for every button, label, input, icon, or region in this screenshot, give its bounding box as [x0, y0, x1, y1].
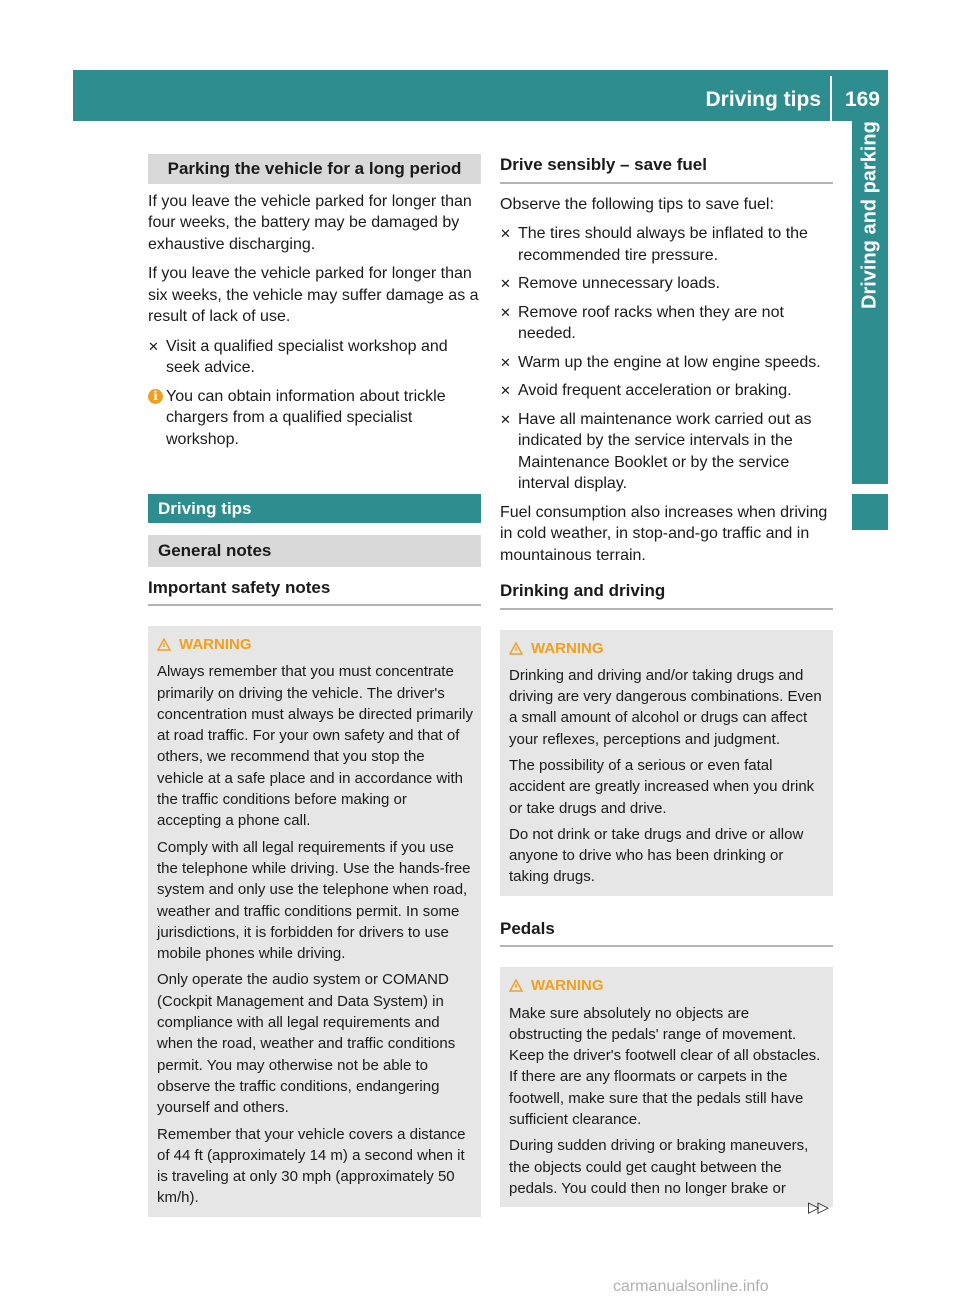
- warning-title: [509, 975, 825, 996]
- warning-label: WARNING: [179, 636, 252, 653]
- side-tab: [852, 121, 888, 484]
- fuel-step: [500, 352, 833, 374]
- step-arrow-icon: ✕: [500, 276, 511, 291]
- fuel-outro: Fuel consumption also increases when driving in cold weather, in stop-and-go traffic and in mountainous terrain.: [500, 503, 828, 564]
- fuel-step-text: Have all maintenance work carried out as indicated by the service intervals in the Maintenance Booklet or by the service interval display.: [518, 410, 812, 492]
- general-notes-title: General notes: [148, 535, 481, 567]
- fuel-step-text: The tires should always be inflated to the recommended tire pressure.: [518, 225, 808, 264]
- fuel-intro: Observe the following tips to save fuel:: [500, 195, 774, 213]
- warning-label: WARNING: [531, 639, 604, 657]
- parking-title: Parking the vehicle for a long period: [148, 154, 481, 184]
- fuel-heading: Drive sensibly – save fuel: [500, 154, 833, 184]
- parking-step-text: Visit a qualified specialist workshop and seek advice.: [166, 337, 448, 376]
- warning-paragraph: The possibility of a serious or even fatal accident are greatly increased when you drink or take drugs and drive.: [509, 756, 815, 817]
- step-arrow-icon: ✕: [500, 304, 511, 320]
- fuel-step-text: Warm up the engine at low engine speeds.: [518, 353, 821, 371]
- safety-warning-box: [148, 626, 481, 1217]
- warning-paragraph: Always remember that you must concentrate primarily on driving the vehicle. The driver's concentration must always be directed primarily at road traffic. For your own safety and that of others, we recommend that you stop the vehicle at a safe place and in accordance with the traffic conditions before making or accepting a phone call.: [157, 663, 473, 830]
- pedals-heading: Pedals: [500, 918, 833, 948]
- warning-paragraph: Drinking and driving and/or taking drugs and driving are very dangerous combinations. Even a small amount of alcohol or drugs can affect your reflexes, perceptions and judgment.: [509, 666, 822, 748]
- parking-step: [148, 336, 481, 379]
- fuel-step-text: Remove roof racks when they are not needed.: [518, 303, 784, 342]
- fuel-step: [500, 380, 833, 402]
- warning-label: WARNING: [531, 977, 604, 995]
- header-divider: [830, 76, 832, 121]
- page-number: 169: [844, 88, 880, 111]
- warning-paragraph: Only operate the audio system or COMAND (Cockpit Management and Data System) in compliance with all legal requirements and when the road, weather and traffic conditions permit. You may otherwise not be able to observe the traffic conditions, endangering yourself and others.: [157, 971, 456, 1117]
- fuel-step-text: Avoid frequent acceleration or braking.: [518, 382, 792, 399]
- step-arrow-icon: ✕: [500, 354, 511, 370]
- warning-paragraph: During sudden driving or braking maneuvers, the objects could get caught between the pedals. You could then no longer brake or: [509, 1137, 809, 1197]
- fuel-step-text: Remove unnecessary loads.: [518, 275, 720, 292]
- safety-heading: Important safety notes: [148, 577, 481, 607]
- warning-triangle-icon: [509, 979, 523, 992]
- fuel-step: [500, 302, 833, 345]
- left-column: [148, 154, 481, 1217]
- header-bar: [73, 70, 888, 121]
- warning-paragraph: Comply with all legal requirements if you use the telephone while driving. Use the hands-free system and only use the telephone when road, weather and traffic conditions permit. In some jurisdictions, it is forbidden for drivers to use mobile phones while driving.: [157, 838, 471, 963]
- continued-marker: ▷▷: [808, 1199, 828, 1216]
- drinking-heading: Drinking and driving: [500, 580, 833, 610]
- step-arrow-icon: ✕: [500, 383, 511, 398]
- warning-paragraph: Do not drink or take drugs and drive or allow anyone to drive who has been drinking or taking drugs.: [509, 825, 804, 886]
- parking-info-text: You can obtain information about trickle chargers from a qualified specialist workshop.: [166, 387, 446, 448]
- warning-triangle-icon: [157, 638, 171, 651]
- right-column: [500, 154, 833, 1207]
- drinking-warning-box: [500, 630, 833, 896]
- side-tab-label: Driving and parking: [858, 121, 881, 309]
- parking-info: [148, 386, 481, 451]
- step-arrow-icon: ✕: [500, 226, 511, 241]
- watermark: carmanualsonline.info: [613, 1278, 769, 1295]
- fuel-step: [500, 409, 833, 495]
- pedals-warning-box: [500, 967, 833, 1207]
- header-section-title: Driving tips: [705, 88, 821, 111]
- driving-tips-title: Driving tips: [148, 494, 481, 523]
- warning-title: [157, 634, 473, 655]
- info-icon: i: [148, 389, 163, 404]
- fuel-step: [500, 223, 833, 266]
- warning-paragraph: Remember that your vehicle covers a distance of 44 ft (approximately 14 m) a second when it is traveling at only 30 mph (approximately 50 km/h).: [157, 1125, 466, 1207]
- step-arrow-icon: ✕: [500, 411, 511, 427]
- warning-triangle-icon: [509, 642, 523, 655]
- step-arrow-icon: ✕: [148, 338, 159, 354]
- warning-paragraph: Make sure absolutely no objects are obstructing the pedals' range of movement. Keep the driver's footwell clear of all obstacles. If there are any floormats or carpets in the footwell, make sure that the pedals still have sufficient clearance.: [509, 1004, 821, 1129]
- fuel-step: [500, 273, 833, 295]
- warning-title: [509, 638, 825, 659]
- parking-paragraph-2: If you leave the vehicle parked for longer than six weeks, the vehicle may suffer damage as a result of lack of use.: [148, 265, 479, 325]
- parking-paragraph-1: If you leave the vehicle parked for longer than four weeks, the battery may be damaged by exhaustive discharging.: [148, 192, 472, 253]
- side-tab-marker: [852, 494, 888, 530]
